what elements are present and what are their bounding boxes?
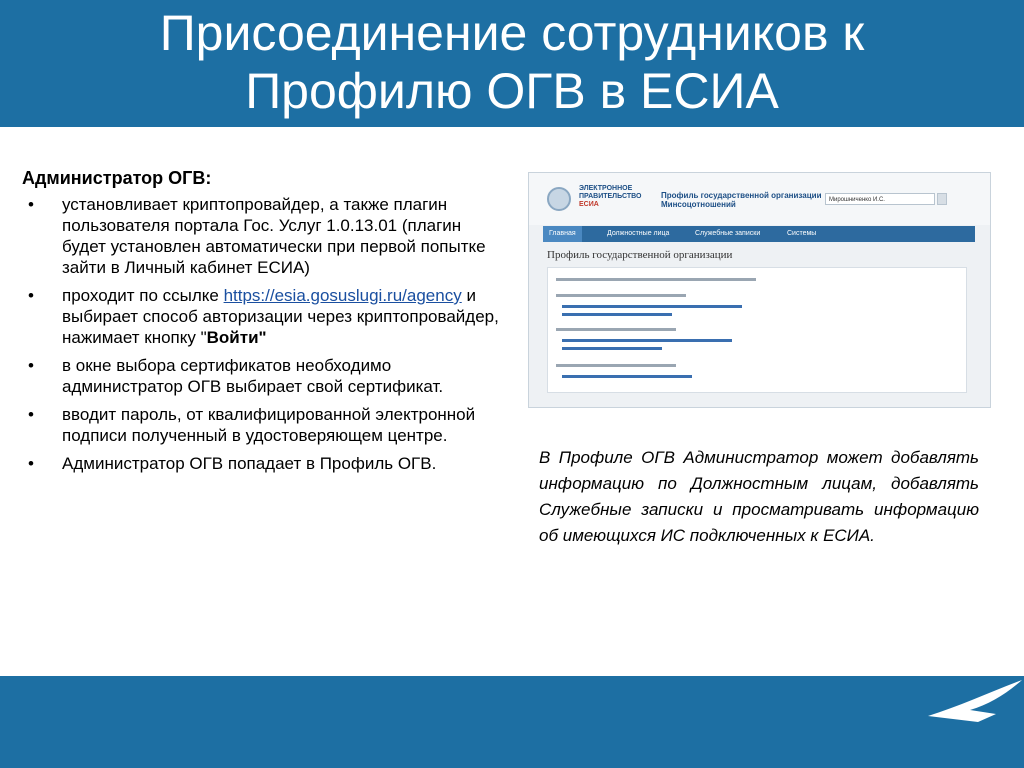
plane-icon <box>920 676 1024 736</box>
text-line <box>556 278 756 281</box>
footer-bar <box>0 676 1024 768</box>
user-select-button <box>937 193 947 205</box>
step-item <box>22 355 502 397</box>
gov-logo-text <box>579 185 641 209</box>
link-line <box>562 339 732 342</box>
slide-title-line1: Присоединение сотрудников к <box>159 5 865 61</box>
step-item <box>22 404 502 446</box>
gov-emblem-icon <box>547 187 571 211</box>
screenshot-nav <box>543 226 975 242</box>
step-text: проходит по ссылке <box>62 286 224 305</box>
quote-close: " <box>258 328 267 347</box>
profile-header <box>661 191 821 209</box>
link-line <box>562 347 662 350</box>
step-text: в окне выбора сертификатов необходимо администратор ОГВ выбирает свой сертификат. <box>62 356 444 396</box>
nav-officials: Должностные лица <box>607 230 670 237</box>
step-item <box>22 285 502 348</box>
link-line <box>562 375 692 378</box>
text-line <box>556 294 686 297</box>
caption: В Профиле ОГВ Администратор может добавлять информацию по Должностным лицам, добавлять Служебные записки и просматривать информацию об имеющихся ИС подключенных к ЕСИА. <box>539 448 979 545</box>
user-select: Мирошниченко И.С. <box>825 193 935 205</box>
link-line <box>562 313 672 316</box>
step-item <box>22 453 502 474</box>
link-line <box>562 305 742 308</box>
screenshot-content <box>547 267 967 393</box>
nav-systems: Системы <box>787 230 817 237</box>
admin-steps <box>22 168 502 481</box>
login-button-name: Войти <box>206 328 259 347</box>
steps-list <box>22 194 502 474</box>
screenshot-page-title: Профиль государственной организации <box>547 249 733 261</box>
screenshot-topbar <box>529 173 990 225</box>
text-line <box>556 364 676 367</box>
step-item <box>22 194 502 278</box>
gov-line1: ЭЛЕКТРОННОЕ <box>579 185 633 192</box>
step-text: и выбирает способ авторизации через криптопровайдер, нажимает кнопку <box>62 286 499 347</box>
esia-agency-link[interactable]: https://esia.gosuslugi.ru/agency <box>223 286 462 305</box>
profile-header-title: Профиль государственной организации <box>661 191 822 200</box>
gov-line3: ЕСИА <box>579 201 599 208</box>
slide-title-line2: Профилю ОГВ в ЕСИА <box>245 63 779 119</box>
step-text: установливает криптопровайдер, а также плагин пользователя портала Гос. Услуг 1.0.13.01 (плагин будет установлен автоматически при первой попытке зайти в Личный кабинет ЕСИА) <box>62 195 486 277</box>
quote-open: " <box>200 328 207 347</box>
slide-title <box>0 0 1024 120</box>
text-line <box>556 328 676 331</box>
profile-header-sub: Минсоцотношений <box>661 200 736 209</box>
step-text: вводит пароль, от квалифицированной электронной подписи полученный в удостоверяющем центре. <box>62 405 476 445</box>
step-text: Администратор ОГВ попадает в Профиль ОГВ. <box>62 454 437 473</box>
admin-heading: Администратор ОГВ: <box>22 168 212 188</box>
nav-memos: Служебные записки <box>695 230 761 237</box>
profile-screenshot <box>528 172 991 408</box>
gov-line2: ПРАВИТЕЛЬСТВО <box>579 193 642 200</box>
nav-main: Главная <box>543 226 582 242</box>
